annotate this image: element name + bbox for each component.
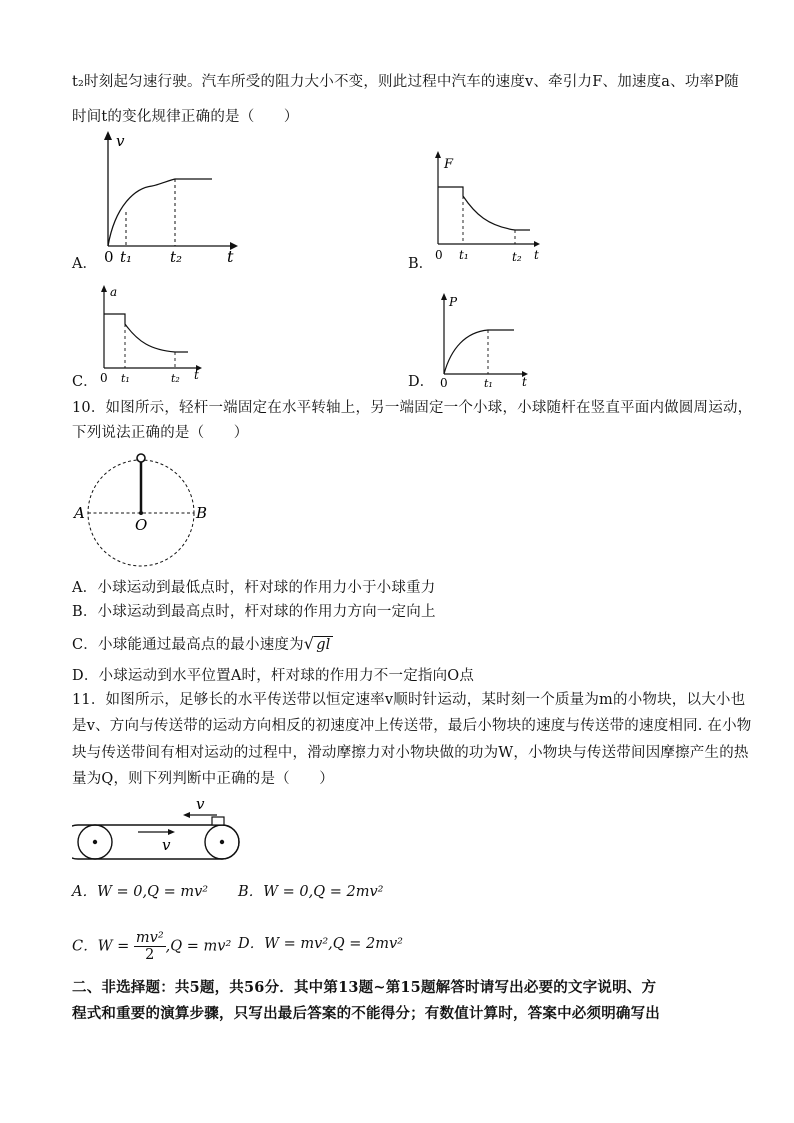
graph-c-ylabel: a xyxy=(110,285,118,299)
q9-graph-a xyxy=(100,128,250,268)
graph-b-y-arrow xyxy=(435,151,441,158)
graph-b-ylabel: F xyxy=(444,157,454,172)
q9-option-c-label: C． xyxy=(72,374,98,390)
q11-option-c-den: 2 xyxy=(145,947,155,963)
graph-c-xlabel: t xyxy=(194,368,199,382)
graph-a-origin: 0 xyxy=(104,248,114,266)
graph-b-xlabel: t xyxy=(534,248,539,262)
graph-a-xlabel: t xyxy=(227,247,234,266)
q11-option-c-fraction xyxy=(134,930,166,963)
q10-label-o: O xyxy=(135,516,148,534)
graph-a-y-arrow xyxy=(104,131,112,140)
q10-ball xyxy=(137,454,145,462)
q10-label-b: B xyxy=(196,504,208,522)
graph-b-x-arrow xyxy=(534,241,540,247)
graph-c-t2: t₂ xyxy=(171,372,180,385)
q10-label-a: A xyxy=(74,504,85,522)
q11-option-a: A．W = 0,Q = mv² xyxy=(72,884,209,900)
q11-option-b: B．W = 0,Q = 2mv² xyxy=(238,884,384,900)
q9-stem-line1: t₂时刻起匀速行驶。汽车所受的阻力大小不变，则此过程中汽车的速度v、牵引力F、加速度a、功率P随 xyxy=(72,74,739,90)
q11-option-c-post: ,Q = mv² xyxy=(165,938,232,955)
graph-b-t1: t₁ xyxy=(459,248,469,262)
graph-a-ylabel: v xyxy=(116,132,125,150)
graph-b-curve xyxy=(438,187,530,230)
q11-label-v-block: v xyxy=(196,795,205,813)
q11-option-c-pre: C．W = xyxy=(72,938,130,955)
q9-option-b-label: B． xyxy=(408,256,434,272)
q9-graph-c xyxy=(96,282,216,387)
section2-line1: 二、非选择题：共5题，共56分．其中第13题~第15题解答时请写出必要的文字说明、方 xyxy=(72,979,657,996)
q11-belt-right-wrap xyxy=(222,825,239,859)
q9-stem-line2: 时间t的变化规律正确的是（ ） xyxy=(72,109,299,125)
q11-left-axle xyxy=(93,840,97,844)
q11-option-c-num: mv² xyxy=(135,930,164,946)
q10-option-c-text: C．小球能通过最高点的最小速度为 xyxy=(72,637,304,653)
graph-d-origin: 0 xyxy=(440,376,448,390)
q11-option-d: D．W = mv²,Q = 2mv² xyxy=(238,936,403,952)
section2-line2: 程式和重要的演算步骤，只写出最后答案的不能得分；有数值计算时，答案中必须明确写出 xyxy=(72,1005,660,1022)
q10-figure xyxy=(72,448,222,572)
q10-option-b: B．小球运动到最高点时，杆对球的作用力方向一定向上 xyxy=(72,604,436,620)
graph-c-t1: t₁ xyxy=(121,372,130,385)
graph-d-xlabel: t xyxy=(522,375,527,389)
q10-pivot xyxy=(139,511,143,515)
q9-graph-b xyxy=(430,148,550,268)
q11-stem-line2: 是v、方向与传送带的运动方向相反的初速度冲上传送带，最后小物块的速度与传送带的速度相同. 在小物 xyxy=(72,718,752,734)
q11-option-c xyxy=(72,930,231,963)
q11-belt-left-wrap xyxy=(72,825,78,859)
q10-option-d: D．小球运动到水平位置A时，杆对球的作用力不一定指向O点 xyxy=(72,668,475,684)
q10-stem-line2: 下列说法正确的是（ ） xyxy=(72,425,249,441)
q11-belt-velocity-arrowhead xyxy=(168,829,175,835)
q10-option-a: A．小球运动到最低点时，杆对球的作用力小于小球重力 xyxy=(72,580,436,596)
q9-option-d-label: D． xyxy=(408,374,435,390)
graph-a-curve xyxy=(108,179,212,246)
q11-stem-line4: 量为Q，则下列判断中正确的是（ ） xyxy=(72,771,334,787)
graph-d-ylabel: P xyxy=(449,295,458,309)
q11-block-velocity-arrowhead xyxy=(183,812,190,818)
graph-c-y-arrow xyxy=(101,285,107,292)
graph-d-y-arrow xyxy=(441,293,447,300)
q11-right-axle xyxy=(220,840,224,844)
graph-b-origin: 0 xyxy=(435,248,443,262)
q10-option-c: C．小球能通过最高点的最小速度为√ gl xyxy=(72,634,331,653)
q11-block xyxy=(212,817,224,825)
graph-d-t1: t₁ xyxy=(484,377,493,390)
graph-a-t2: t₂ xyxy=(170,248,183,266)
graph-c-origin: 0 xyxy=(100,371,108,385)
q10-option-c-sqrt: gl xyxy=(316,637,331,653)
q11-stem-line1: 11．如图所示，足够长的水平传送带以恒定速率v顺时针运动，某时刻一个质量为m的小物块，以大小也 xyxy=(72,692,746,708)
graph-a-t1: t₁ xyxy=(120,248,133,266)
q11-label-v-belt: v xyxy=(162,836,171,854)
q9-option-a-label: A． xyxy=(72,256,97,272)
q11-stem-line3: 块与传送带间有相对运动的过程中，滑动摩擦力对小物块做的功为W，小物块与传送带间因摩擦产生的热 xyxy=(72,745,749,761)
graph-d-curve xyxy=(444,330,514,374)
graph-c-curve xyxy=(104,314,188,352)
q11-conveyor-figure xyxy=(72,792,247,864)
graph-b-t2: t₂ xyxy=(512,250,522,264)
q9-graph-d xyxy=(436,290,536,390)
q10-stem-line1: 10．如图所示，轻杆一端固定在水平转轴上，另一端固定一个小球，小球随杆在竖直平面内做圆周运动， xyxy=(72,400,753,416)
